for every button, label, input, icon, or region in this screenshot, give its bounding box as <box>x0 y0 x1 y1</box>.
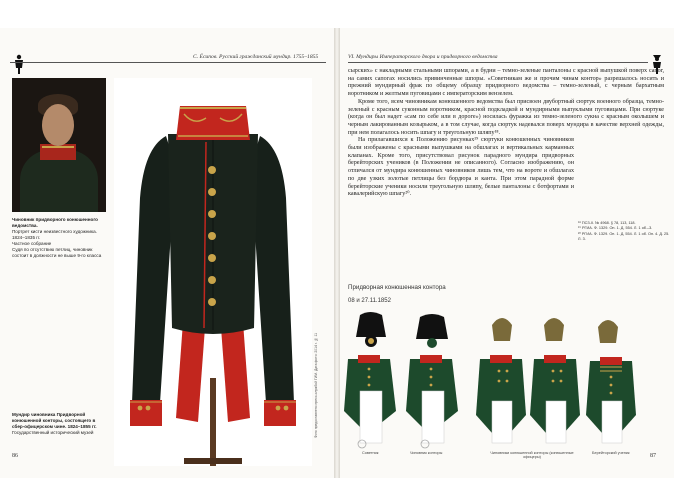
portrait-caption-line: Портрет кисти неизвестного художника. <box>12 229 97 234</box>
figure-date: 08 и 27.11.1852 <box>348 298 391 304</box>
figure-label: Чиновник конторы <box>410 451 443 455</box>
header-rule <box>10 62 326 63</box>
book-gutter <box>334 28 340 478</box>
portrait-caption-line: 1824–1835 гг. <box>12 235 41 240</box>
body-text <box>348 68 664 199</box>
photo-caption-source: Государственный исторический музей <box>12 430 94 435</box>
running-head-right: VI. Мундиры Императорского двора и придворного ведомства <box>348 54 498 60</box>
uniform-photo <box>114 78 312 466</box>
paragraph: Кроме того, всем чиновникам конюшенного ведомства был присвоен двубортный сюртук военного образца, темно-зеленый с красным суконным воротником, красной подкладкой и мундирными выпуклыми пуговицами. При сюртуке (когда он был надет «сам по себе или в дороге») носилась фуражка из темно-зеленого сукна с красным околышем и черным лакированным козырьком, а в том случае, когда сюртук надевался поверх мундира в качестве верхней одежды, при нем полагалось носить шпагу и треугольную шляпу¹⁸. <box>348 98 664 136</box>
figure-label: Чиновники конюшенной конторы (конюшенные офицеры) <box>490 451 574 459</box>
paragraph: На прилагавшихся к Положению рисунках¹⁹ сюртуки конюшенных чиновников были изображены с красными выпушками на обшлагах и вертикальных карманных клапанах. Кроме того, присутствовал рисунок парадного мундира придворных берейторских учеников (в Положении не описанного). Согласно изображению, он отличался от мундира конюшенных чиновников лишь тем, что на вороте и обшлагах по две узких золотые петлицы без бордюра и канта. При этом парадной форме берейторские ученики носили треугольную шляпу, белые панталоны с ботфортами и кавалерийскую шпагу²⁰. <box>348 137 574 198</box>
paragraph: сырских» с накладными стальными шпорами, а в будни – темно-зеленые панталоны с красной выпушкой поверх сапог, на самих сапогах носились привинченные шпоры. «Советникам же и прочим чинам контор» разрешалось носить и прежний мундирный фрак по общему образцу придворного ведомства – темно-зеленый, с черным бархатным воротником и желтыми пуговицами с императорским вензелем. <box>348 68 664 98</box>
portrait-caption <box>12 217 108 259</box>
running-head-left: С. Ёсипов. Русский гражданский мундир. 1755–1855 <box>193 54 319 60</box>
photo-caption <box>12 412 108 436</box>
right-page <box>338 28 674 478</box>
left-page <box>0 28 336 478</box>
footnotes <box>578 221 670 243</box>
portrait-caption-line: Частное собрание <box>12 241 52 246</box>
footnote: ²⁰ РГИА. Ф. 1329. Оп. 1. Д. 554. Л. 1 об. Оп. 4. Д. 25. Л. 3. <box>578 231 670 242</box>
photo-side-caption: Фото предоставлено пресс-службой ГИМ. Дата фото: 2014 г. № 11 <box>314 333 318 438</box>
page-number-right: 87 <box>650 453 656 459</box>
silhouette-figure-icon <box>12 54 26 74</box>
footnote: ¹⁸ ПСЗ-II. № 4968. § 78, 113, 118. <box>578 221 636 225</box>
figure-title: Придворная конюшенная контора <box>348 284 446 291</box>
portrait-painting <box>12 78 106 212</box>
page-number-left: 86 <box>12 453 18 459</box>
header-rule <box>348 62 648 63</box>
footnote: ¹⁹ РГИА. Ф. 1329. Оп. 1. Д. 554. Л. 1 об.–3. <box>578 226 653 231</box>
portrait-caption-note: Судя по отсутствию петлиц, чиновник состоит в должности не выше 9-го класса <box>12 247 102 258</box>
figure-label: Советник <box>362 451 379 455</box>
portrait-caption-title: Чиновник придворного конюшенного ведомства. <box>12 217 98 228</box>
figure-label: Берейторский ученик <box>592 451 630 455</box>
photo-caption-title: Мундир чиновника Придворной конюшенной конторы, состоящего в сбер-офицерском чине. 1824–1855 гг. <box>12 412 97 429</box>
